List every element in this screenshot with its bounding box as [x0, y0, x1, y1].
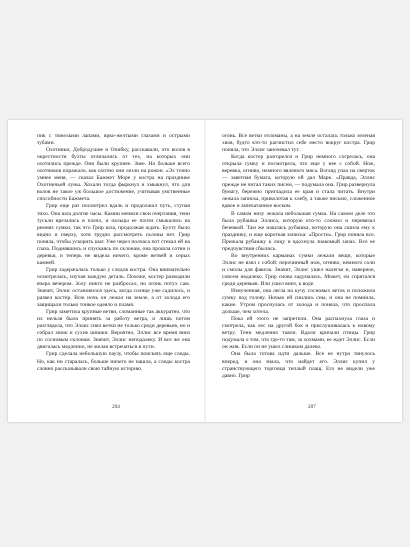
paragraph: пик с тяжелыми лапами, ярко-желтыми глазами и острыми зубами. [37, 133, 190, 147]
right-page-text [222, 133, 375, 380]
paragraph: В самом низу лежала небольшая сумка. На самом деле это была рубашка Эллиса, которую кто-то сложил и перевязал бечевкой. Там же нашлась рубашка, которую она сшила ему к празднику, и еще короткая записка: «Прости». Грир поняла все. Прижала рубашку к лицу и вдохнула знакомый запах. Все ее предчувствия сбылись. [222, 210, 375, 252]
paragraph: Она была готова идти дальше. Все ее нутро тянулось вперед, и она знала, что найдет его. Эллис купил у странствующего торговца теплый плащ. Его не видели уже давно. Грир [222, 351, 375, 379]
paragraph: Грир еще раз посмотрел вдаль и продолжил путь, ступая тихо. Она шла долгие часы. Камни меняли свои очертания, тени тускли врезались в плечо, и пальцы ее почти смыкались на ремнях сумки, так что Грир шла, продолжая ждать. Бухту было видно и сверху, хотя трудно рассмотреть склоны нет. Грир поняла, чтобы ускорить шаг. Уже через полчаса пот стекал ей на глаза. Поднявшись и спускаясь по склонам, она прошла сотни и деревья, и теперь не видела ничего, кроме ветвей и серых камней. [37, 203, 190, 266]
paragraph: Когда костер разгорелся и Грир немного согрелась, она открыла сумку и посмотрела, что еще у нее с собой. Нож, веревка, огниво, немного вяленого мяса. Взгляд упал на сверток — заветная бумага, которую ей дал Марк. «Правда, Эллис прежде не читал таких писем, — подумала она. Грир развернула бумагу, бережно пригладила ее края и стала читать. Внутри лежала записка, приколотая к хлебу, а также письмо, сложенное вдвое и запечатанное воском. [222, 154, 375, 210]
page-number: 207 [308, 404, 316, 410]
left-page [8, 120, 205, 422]
paragraph: Грир сделала небольшую паузу, чтобы поискать еще следы. Но, как ни старалась, больше ничего не нашла, а следы костра словно рассказывали свою тайную историю. [37, 351, 190, 372]
page-number: 204 [112, 404, 120, 410]
paragraph: Во внутренних карманах сумки лежали вещи, которые Эллис не взял с собой: перочинный нож, огниво, немного соли и смолы для факела. Значит, Эллис ушел налегке и, наверное, совсем недалеко. Грир снова задумалась. Может, он спрятался среди деревьев. Или ушел вниз, к воде. [222, 252, 375, 287]
paragraph: Охотники, Добродушие и Опибку, расскавали, что волов в окрестности бухты отличались от тех, на которых они охотились прежде. Они были крупнее. Зиее. Но больше всего охотников поражало, как охотно они лезли на рожон. «Эх точно умнее меня, — сказал Бажмет Море у костра на празднике Охотничьей луны. Хохали тогда фыркнул и хмыкнул, что для волов не такое уж большое достижение, учитывая умственные способности Бажмета. [37, 147, 190, 203]
paragraph: Пока ей этого не запретили. Она распахнула глаза и смотрела, как лес на другой бок и прислушивалась к новому ветру. Тени медленно таяли. Вдали кричали птицы. Грир подумала о том, что где-то там, за холмами, ее ждет Эллис. Если он жив. Если он не ушел слишком далеко. [222, 316, 375, 351]
left-page-text [37, 133, 190, 373]
paragraph: огонь. Все ветки отломаны, а на земле осталась только зеленая хвоя, будто кто-то расчистил себе место вокруг костра. Грир поняла, что Эллис заночевал тут. [222, 133, 375, 154]
paragraph: Измученная, она легла на кучу сосновых веток и положила сумку под голову. Ночью ей снились сны, и она не помнила, какие. Утром проснулась от холода и поняла, что проспала дольше, чем хотела. [222, 288, 375, 316]
right-page [205, 120, 402, 422]
book-spread [8, 120, 402, 422]
paragraph: Грир задержалась только у следов костра. Она внимательно осмотрелась, изучая каждую деталь. Похоже, костер разводили вчера вечером. Золу никто не разбросал, но огонь потух сам. Значит, Эллис остановился здесь, когда солнце уже садилось, и развел костер. Всю ночь он лежал на земле, а от холода его защищали только тонкое одеяло и пламя. [37, 266, 190, 309]
paragraph: Грир заметила крупные ветви, сломанные так аккуратно, что их нельзя было принять за работу ветра, и лишь потом разглядела, что Эллис снял ветки не только среди деревьев, но и собрал хвою и сухие шишки. Вероятно, Эллис все время вниз по сосновым склонам. Значит, Эллис неподалеку. И все же она двигалась медленно, не желая встречаться в пути. [37, 309, 190, 351]
